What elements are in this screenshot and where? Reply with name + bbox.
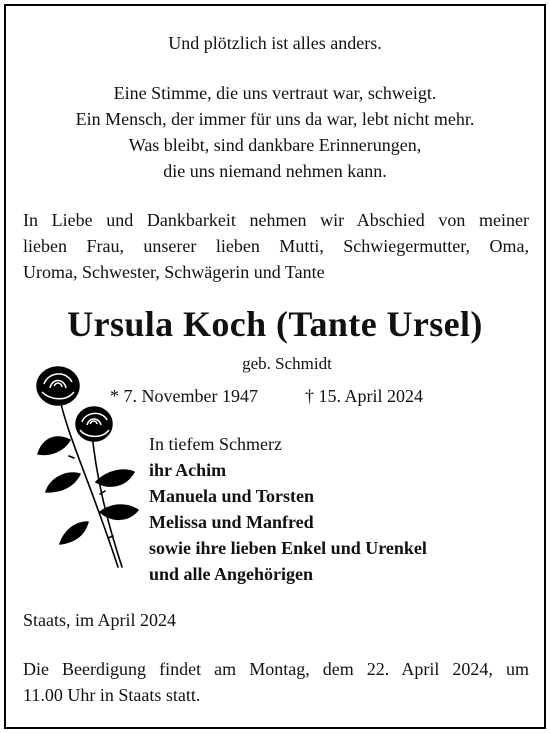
rose-icon (30, 362, 150, 572)
birth-date: * 7. November 1947 (110, 386, 258, 406)
intro-line: lieben Frau, unserer lieben Mutti, Schwiegermutter, Oma, (23, 236, 529, 256)
funeral-line: Die Beerdigung findet am Montag, dem 22. April 2024, um (23, 659, 529, 679)
obituary-notice (4, 4, 546, 729)
death-date: † 15. April 2024 (305, 386, 424, 406)
mourner-name: sowie ihre lieben Enkel und Urenkel (149, 538, 427, 558)
mourner-name: ihr Achim (149, 460, 227, 480)
mourner-name: Manuela und Torsten (149, 486, 315, 506)
mourner-name: und alle Angehörigen (149, 564, 314, 584)
intro-line: Uroma, Schwester, Schwägerin und Tante (23, 262, 325, 282)
place-date: Staats, im April 2024 (23, 610, 176, 630)
mourners-intro: In tiefem Schmerz (149, 434, 282, 454)
motto: Und plötzlich ist alles anders. (168, 33, 382, 53)
poem-line: Ein Mensch, der immer für uns da war, lebt nicht mehr. (75, 109, 475, 129)
funeral-line: 11.00 Uhr in Staats statt. (23, 685, 201, 705)
poem-line: Was bleibt, sind dankbare Erinnerungen, (128, 135, 422, 155)
mourner-name: Melissa und Manfred (149, 512, 314, 532)
deceased-name: Ursula Koch (Tante Ursel) (67, 304, 483, 344)
maiden-name: geb. Schmidt (242, 354, 332, 373)
poem-line: die uns niemand nehmen kann. (163, 161, 387, 181)
poem-line: Eine Stimme, die uns vertraut war, schweigt. (113, 83, 437, 103)
intro-line: In Liebe und Dankbarkeit nehmen wir Abschied von meiner (23, 210, 529, 230)
